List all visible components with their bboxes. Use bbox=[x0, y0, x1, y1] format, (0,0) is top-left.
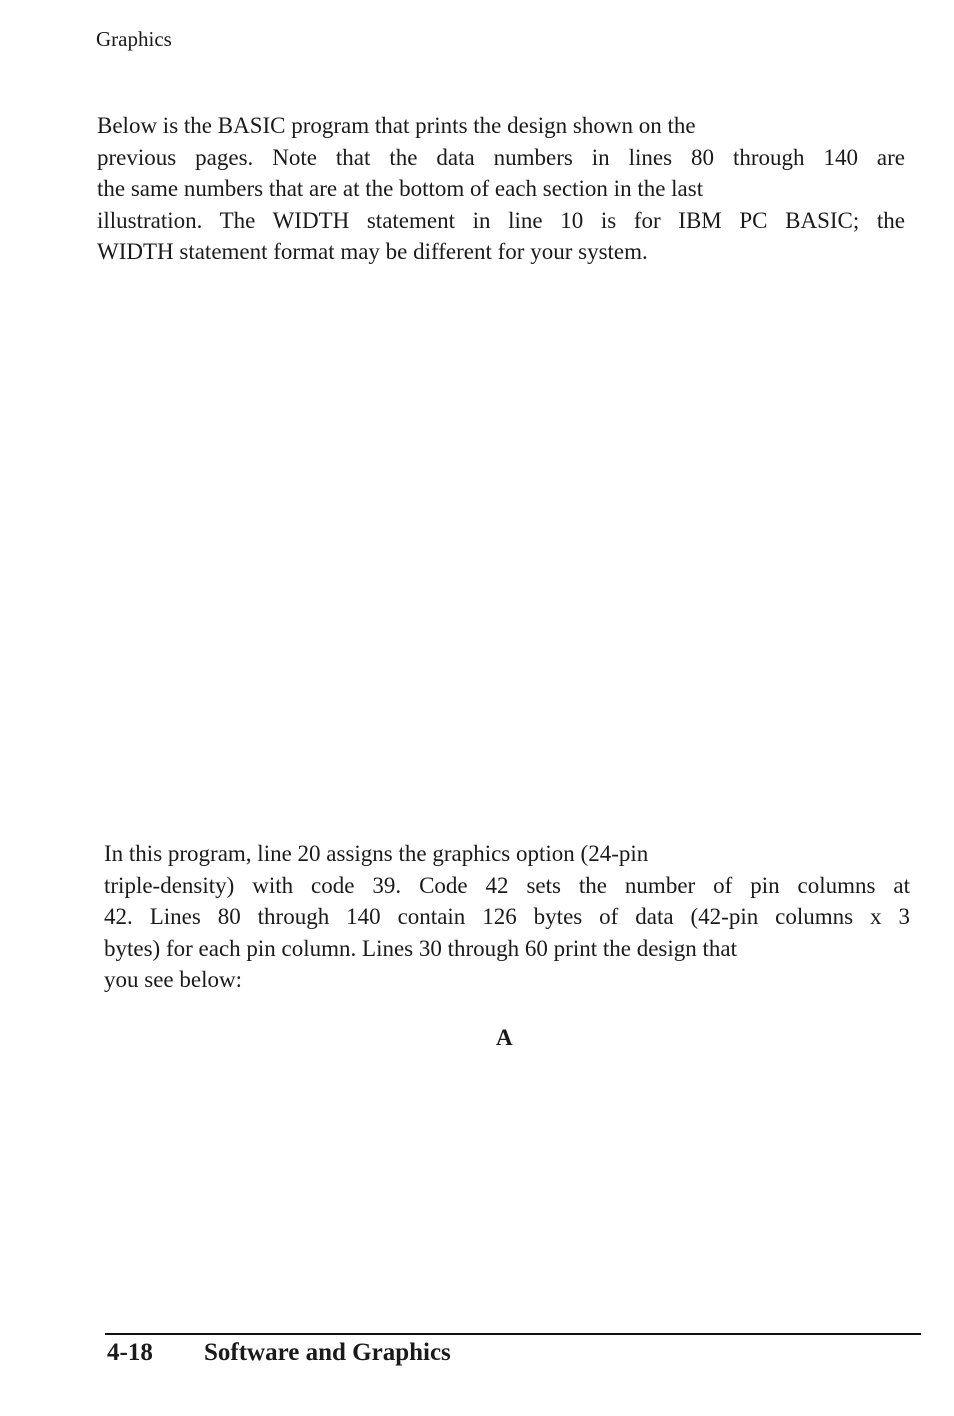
page-number: 4-18 bbox=[107, 1339, 153, 1366]
paragraph-line: the same numbers that are at the bottom of each section in the last bbox=[97, 176, 704, 201]
paragraph-line: you see below: bbox=[104, 967, 242, 992]
figure-label: A bbox=[496, 1025, 513, 1050]
intro-paragraph bbox=[97, 110, 905, 268]
paragraph-line: WIDTH statement format may be different for your system. bbox=[97, 239, 648, 264]
paragraph-line: 42. Lines 80 through 140 contain 126 bytes of data (42-pin columns x 3 bbox=[104, 904, 910, 929]
paragraph-line: Below is the BASIC program that prints the design shown on the bbox=[97, 113, 696, 138]
paragraph-line: In this program, line 20 assigns the graphics option (24-pin bbox=[104, 841, 649, 866]
section-title: Software and Graphics bbox=[204, 1339, 451, 1366]
paragraph-line: illustration. The WIDTH statement in line 10 is for IBM PC BASIC; the bbox=[97, 207, 905, 233]
explanation-paragraph bbox=[104, 838, 910, 996]
running-head: Graphics bbox=[96, 27, 172, 51]
paragraph-line: bytes) for each pin column. Lines 30 through 60 print the design that bbox=[104, 935, 738, 961]
paragraph-line: previous pages. Note that the data numbers in lines 80 through 140 are bbox=[97, 144, 905, 170]
paragraph-line: triple-density) with code 39. Code 42 sets the number of pin columns at bbox=[104, 872, 910, 898]
footer-rule bbox=[105, 1333, 921, 1335]
